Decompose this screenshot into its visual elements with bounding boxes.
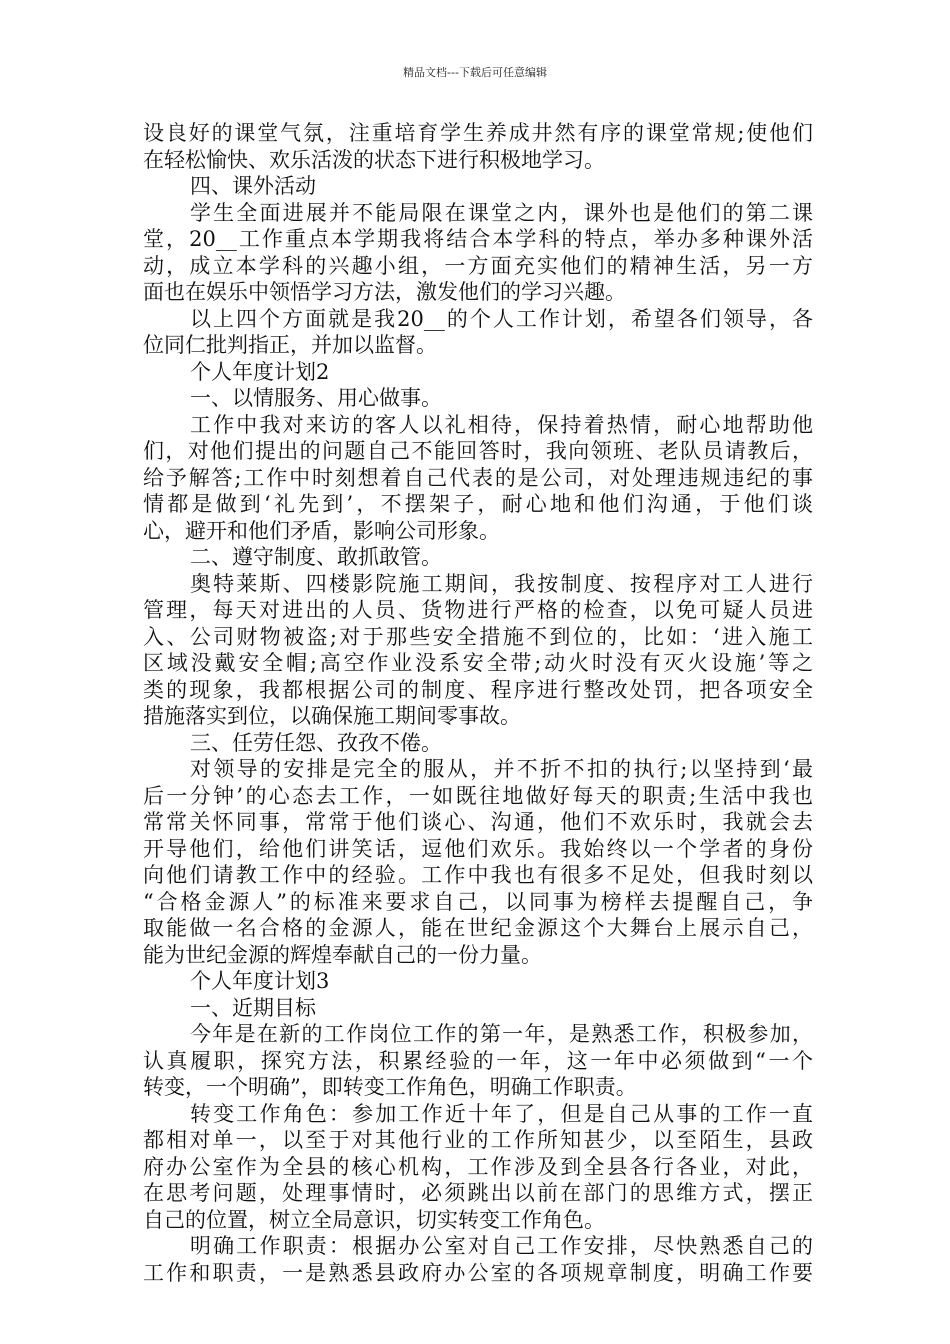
text-line: 以上四个方面就是我20__的个人工作计划，希望各们领导，各 [190,306,813,331]
text-line: 三、任劳任怨、孜孜不倦。 [190,730,442,755]
text-line: 一、近期目标 [190,995,316,1020]
text-line: 区域没戴安全帽;高空作业没系安全带;动火时没有灭火设施’等之 [143,651,813,675]
text-line: 情都是做到‘礼先到’，不摆架子，耐心地和他们沟通，于他们谈 [143,492,813,516]
text-line: 后一分钟’的心态去工作，一如既往地做好每天的职责;生活中我也 [143,783,813,808]
document-body [143,120,813,1286]
text-line: 能为世纪金源的辉煌奉献自己的一份力量。 [143,942,542,967]
text-line: 在轻松愉快、欢乐活泼的状态下进行积极地学习。 [143,147,605,172]
text-line: 们，对他们提出的问题自己不能回答时，我向领班、老队员请教后， [143,439,813,463]
text-line: 工作中我对来访的客人以礼相待，保持着热情，耐心地帮助他 [190,412,813,437]
text-line: 都相对单一，以至于对其他行业的工作所知甚少，以至陌生，县政 [143,1128,813,1152]
text-line: 个人年度计划3 [190,969,330,993]
text-line: 工作和职责，一是熟悉县政府办公室的各项规章制度，明确工作要 [143,1260,813,1285]
page-header: 精品文档---下载后可任意编辑 [403,66,547,79]
text-line: 常常关怀同事，常常于他们谈心、沟通，他们不欢乐时，我就会去 [143,810,813,834]
text-line: 在思考问题，处理事情时，必须跳出以前在部门的思维方式，摆正 [143,1181,813,1205]
text-line: 取能做一名合格的金源人，能在世纪金源这个大舞台上展示自己， [143,916,813,940]
text-line: 一、以情服务、用心做事。 [190,386,442,410]
text-line: 开导他们，给他们讲笑话，逗他们欢乐。我始终以一个学者的身份 [143,836,813,861]
text-line: 位同仁批判指正，并加以监督。 [143,333,437,357]
text-line: 面也在娱乐中领悟学习方法，激发他们的学习兴趣。 [143,280,626,304]
text-line: 措施落实到位，以确保施工期间零事故。 [143,704,521,728]
text-line: 向他们请教工作中的经验。工作中我也有很多不足处，但我时刻以 [143,863,813,887]
text-line: 个人年度计划2 [190,359,330,384]
text-line: 奥特莱斯、四楼影院施工期间，我按制度、按程序对工人进行 [190,571,813,596]
text-line: 认真履职，探究方法，积累经验的一年，这一年中必须做到“一个 [143,1048,813,1073]
text-line: 学生全面进展并不能局限在课堂之内，课外也是他们的第二课 [190,200,813,225]
text-line: 给予解答;工作中时刻想着自己代表的是公司，对处理违规违纪的事 [143,465,813,490]
text-line: 堂，20__工作重点本学期我将结合本学科的特点，举办多种课外活 [143,227,813,251]
text-line: 类的现象，我都根据公司的制度、程序进行整改处罚，把各项安全 [143,677,813,702]
text-line: 动，成立本学科的兴趣小组，一方面充实他们的精神生活，另一方 [143,253,813,278]
text-line: 二、遵守制度、敢抓敢管。 [190,545,442,569]
text-line: 转变工作角色：参加工作近十年了，但是自己从事的工作一直 [190,1101,813,1126]
text-line: “合格金源人”的标准来要求自己，以同事为榜样去提醒自己，争 [143,889,813,914]
text-line: 府办公室作为全县的核心机构，工作涉及到全县各行各业，对此， [143,1154,813,1179]
text-line: 管理，每天对进出的人员、货物进行严格的检查，以免可疑人员进 [143,598,813,622]
text-line: 明确工作职责：根据办公室对自己工作安排，尽快熟悉自己的 [190,1234,813,1258]
text-line: 自己的位置，树立全局意识，切实转变工作角色。 [143,1207,605,1232]
text-line: 转变，一个明确”，即转变工作角色，明确工作职责。 [143,1075,637,1099]
text-line: 心，避开和他们矛盾，影响公司形象。 [143,518,500,543]
text-line: 入、公司财物被盗;对于那些安全措施不到位的，比如：‘进入施工 [143,624,813,649]
text-line: 设良好的课堂气氛，注重培育学生养成井然有序的课堂常规;使他们 [143,121,813,145]
text-line: 今年是在新的工作岗位工作的第一年，是熟悉工作，积极参加， [190,1022,813,1046]
text-line: 对领导的安排是完全的服从，并不折不扣的执行;以坚持到‘最 [190,757,813,781]
text-line: 四、课外活动 [190,174,316,198]
